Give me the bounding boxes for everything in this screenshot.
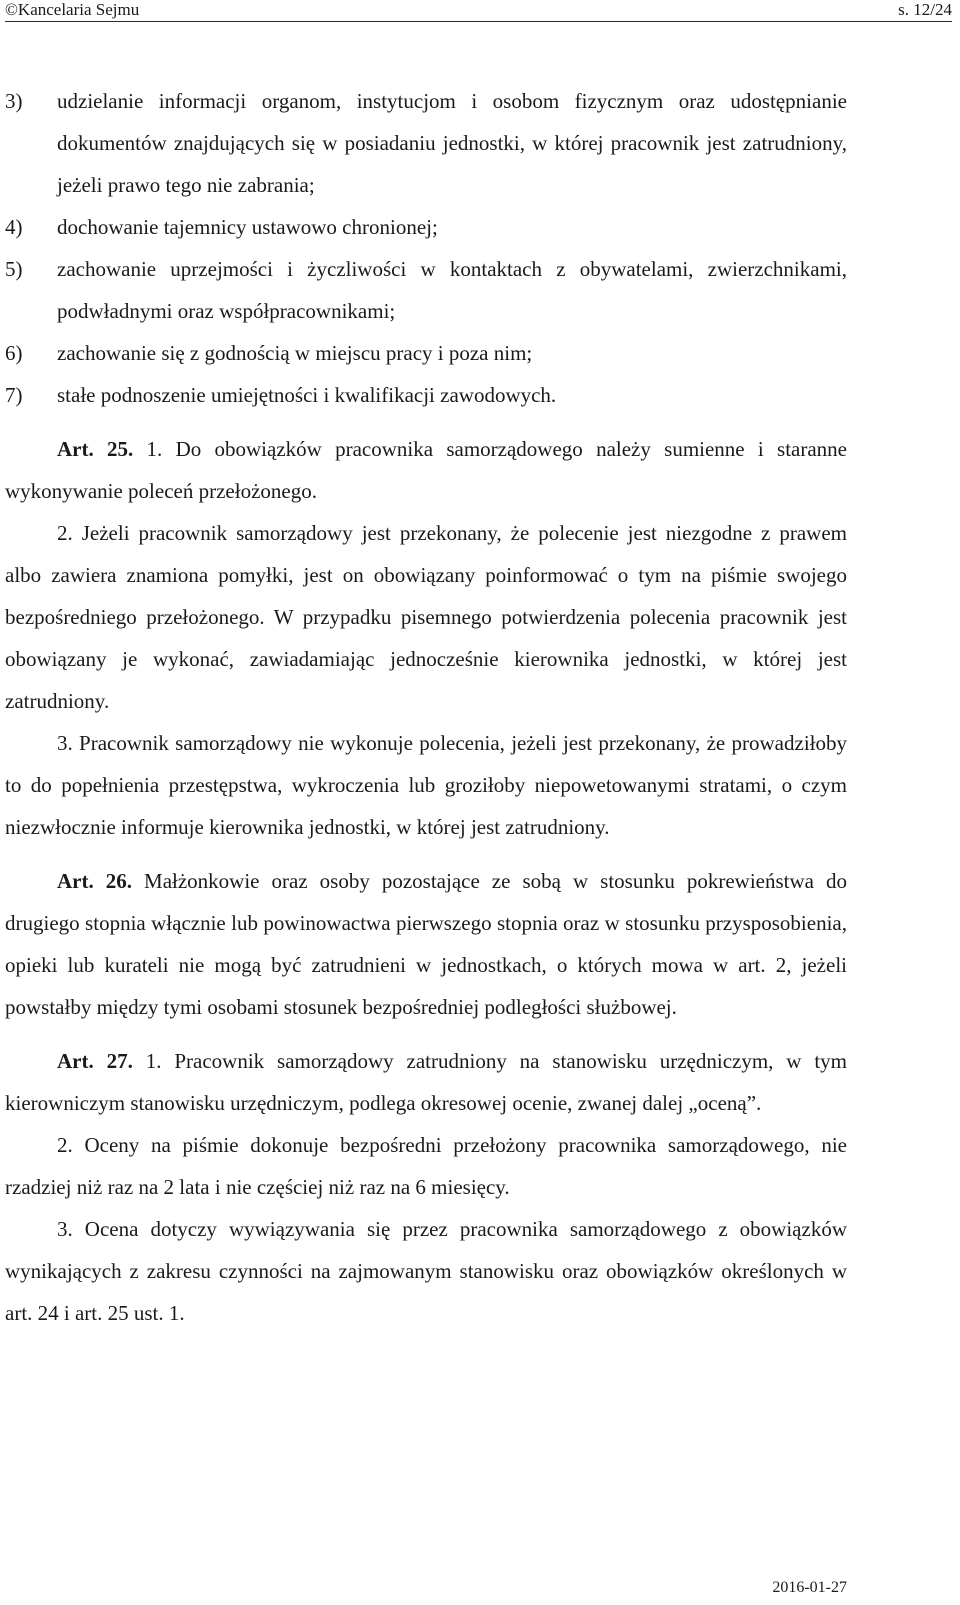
art25-paragraph-1 [5, 428, 847, 512]
art27-paragraph-2: 2. Oceny na piśmie dokonuje bezpośredni przełożony pracownika samorządowego, nie rzadziej niż raz na 2 lata i nie częściej niż raz na 6 miesięcy. [5, 1133, 847, 1199]
list-item-number: 5) [5, 257, 23, 281]
list-item [5, 374, 847, 416]
list-item-number: 3) [5, 89, 23, 113]
art27-paragraph-1 [5, 1040, 847, 1124]
document-body [5, 80, 847, 1334]
list-item-text: zachowanie się z godnością w miejscu pracy i poza nim; [57, 341, 533, 365]
art26-text: Małżonkowie oraz osoby pozostające ze sobą w stosunku pokrewieństwa do drugiego stopnia włącznie lub powinowactwa pierwszego stopnia oraz w stosunku przysposobienia, opieki lub kurateli nie mogą być zatrudnieni w jednostkach, o których mowa w art. 2, jeżeli powstałby między tymi osobami stosunek bezpośredniej podległości służbowej. [5, 869, 847, 1019]
page-header [5, 0, 952, 22]
art25-label: Art. 25. [57, 437, 134, 461]
art27-paragraph-3: 3. Ocena dotyczy wywiązywania się przez pracownika samorządowego z obowiązków wynikających z zakresu czynności na zajmowanym stanowisku oraz obowiązków określonych w art. 24 i art. 25 ust. 1. [5, 1217, 847, 1325]
art25-p1-text: 1. Do obowiązków pracownika samorządowego należy sumienne i staranne wykonywanie poleceń przełożonego. [5, 437, 847, 503]
list-item-number: 7) [5, 383, 23, 407]
list-item-number: 6) [5, 341, 23, 365]
list-item-text: udzielanie informacji organom, instytucjom i osobom fizycznym oraz udostępnianie dokumentów znajdujących się w posiadaniu jednostki, w której pracownik jest zatrudniony, jeżeli prawo tego nie zabrania; [57, 89, 847, 197]
page-number: s. 12/24 [898, 0, 952, 19]
copyright-label: ©Kancelaria Sejmu [5, 0, 140, 19]
list-item [5, 206, 847, 248]
art26-paragraph [5, 860, 847, 1028]
list-item [5, 248, 847, 332]
list-item-number: 4) [5, 215, 23, 239]
art25-paragraph-3: 3. Pracownik samorządowy nie wykonuje polecenia, jeżeli jest przekonany, że prowadziłoby to do popełnienia przestępstwa, wykroczenia lub groziłoby niepowetowanymi stratami, o czym niezwłocznie informuje kierownika jednostki, w której jest zatrudniony. [5, 731, 847, 839]
art27-label: Art. 27. [57, 1049, 133, 1073]
list-item [5, 80, 847, 206]
footer-date: 2016-01-27 [772, 1579, 847, 1596]
list-item [5, 332, 847, 374]
art27-p1-text: 1. Pracownik samorządowy zatrudniony na stanowisku urzędniczym, w tym kierowniczym stanowisku urzędniczym, podlega okresowej ocenie, zwanej dalej „oceną”. [5, 1049, 847, 1115]
list-item-text: zachowanie uprzejmości i życzliwości w kontaktach z obywatelami, zwierzchnikami, podwładnymi oraz współpracownikami; [57, 257, 847, 323]
list-item-text: stałe podnoszenie umiejętności i kwalifikacji zawodowych. [57, 383, 557, 407]
header-rule [5, 21, 952, 22]
art25-paragraph-2: 2. Jeżeli pracownik samorządowy jest przekonany, że polecenie jest niezgodne z prawem albo zawiera znamiona pomyłki, jest on obowiązany poinformować o tym na piśmie swojego bezpośredniego przełożonego. W przypadku pisemnego potwierdzenia polecenia pracownik jest obowiązany je wykonać, zawiadamiając jednocześnie kierownika jednostki, w której jest zatrudniony. [5, 521, 847, 713]
art26-label: Art. 26. [57, 869, 132, 893]
list-item-text: dochowanie tajemnicy ustawowo chronionej; [57, 215, 438, 239]
